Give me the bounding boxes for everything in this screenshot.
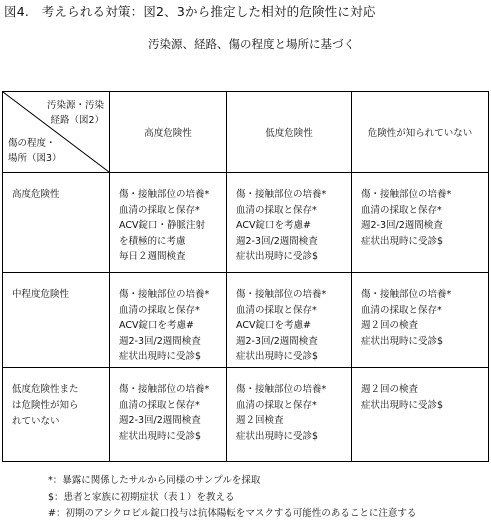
figure-subtitle: 汚染源、経路、傷の程度と場所に基づく xyxy=(148,37,355,51)
corner-source-route-label: 汚染源・汚染 経路（図2） xyxy=(46,100,104,126)
corner-wound-label: 傷の程度・ 場所（図3） xyxy=(8,138,62,164)
row-header-medium-risk: 中程度危険性 xyxy=(3,273,110,368)
measure-cell: 傷・接触部位の培養* 血清の採取と保存* ACV錠口を考慮# 週2-3回/2週間検査 症状出現時に受診$ xyxy=(110,273,227,368)
table-row xyxy=(3,273,489,368)
table-row xyxy=(3,173,489,273)
column-header-low-risk: 低度危険性 xyxy=(227,92,352,173)
corner-header-cell xyxy=(3,92,110,173)
figure-title: 図4. 考えられる対策：図2、3から推定した相対的危険性に対応 xyxy=(4,4,376,19)
measure-cell: 傷・接触部位の培養* 血清の採取と保存* 週2-3回/2週間検査 症状出現時に受診$ xyxy=(352,173,489,273)
measure-cell: 傷・接触部位の培養* 血清の採取と保存* ACV錠口を考慮# 週2-3回/2週間検査 症状出現時に受診$ xyxy=(227,273,352,368)
measure-cell: 傷・接触部位の培養* 血清の採取と保存* 週2-3回/2週間検査 症状出現時に受診$ xyxy=(110,368,227,462)
measure-cell: 傷・接触部位の培養* 血清の採取と保存* ACV錠口を考慮# 週2-3回/2週間検査 症状出現時に受診$ xyxy=(227,173,352,273)
footnote-asterisk: *：暴露に関係したサルから同様のサンプルを採取 xyxy=(48,475,261,486)
row-header-high-risk: 高度危険性 xyxy=(3,173,110,273)
footnote-hash: #：初期のアシクロビル錠口投与は抗体陽転をマスクする可能性のあることに注意する xyxy=(48,508,417,519)
row-header-low-or-unknown-risk: 低度危険性また は危険性が知ら れていない xyxy=(3,368,110,462)
measure-cell: 傷・接触部位の培養* 血清の採取と保存* ACV錠口・静脈注射 を積極的に考慮 毎日２週間検査 xyxy=(110,173,227,273)
table-row xyxy=(3,368,489,462)
column-header-unknown-risk: 危険性が知られていない xyxy=(352,92,489,173)
column-header-high-risk: 高度危険性 xyxy=(110,92,227,173)
risk-matrix-table xyxy=(2,91,489,462)
measure-cell: 傷・接触部位の培養* 血清の採取と保存* 週２回検査 症状出現時に受診$ xyxy=(227,368,352,462)
measure-cell: 傷・接触部位の培養* 血清の採取と保存* 週２回の検査 症状出現時に受診$ xyxy=(352,273,489,368)
footnote-dollar: $：患者と家族に初期症状（表１）を教える xyxy=(48,491,235,503)
measure-cell: 週２回の検査 症状出現時に受診$ xyxy=(352,368,489,462)
footnotes xyxy=(48,473,416,523)
